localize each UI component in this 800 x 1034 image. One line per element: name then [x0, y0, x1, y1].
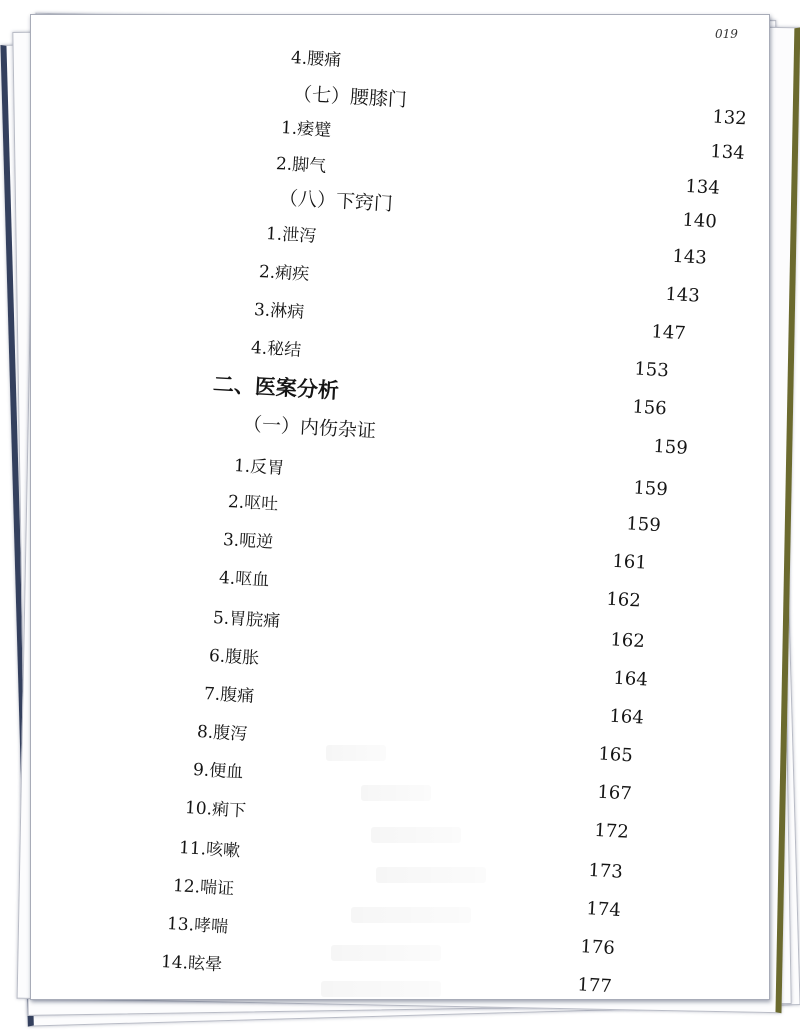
toc-entry-title: 14.眩晕 [160, 952, 223, 976]
toc-entry-page: 174 [585, 898, 622, 922]
toc-entry-title: 2.脚气 [275, 154, 327, 177]
toc-entry-title: 9.便血 [192, 760, 244, 783]
toc-entry-title: （一）内伤杂证 [242, 413, 377, 443]
toc-entry-title: 4.呕血 [218, 568, 270, 591]
toc-entry-title: 1.痿躄 [280, 118, 332, 141]
toc-entry-title: 3.呃逆 [222, 530, 274, 553]
toc-entry-page: 159 [632, 477, 669, 501]
toc-entry-page: 159 [652, 435, 689, 459]
toc-entry-page: 165 [597, 743, 634, 767]
toc-entry-page: 162 [605, 588, 642, 612]
toc-entry-title: 4.腰痛 [290, 48, 342, 71]
toc-entry-title: 二、医案分析 [212, 371, 340, 404]
toc-entry-title: 5.胃脘痛 [212, 608, 281, 632]
toc-entry-page: 147 [650, 321, 687, 345]
toc-entry-title: 8.腹泻 [196, 722, 248, 745]
toc-entry-page: 176 [579, 936, 616, 960]
toc-entry-title: 11.咳嗽 [178, 838, 241, 862]
toc-entry-page: 132 [711, 106, 748, 130]
toc-entry-page: 162 [609, 629, 646, 653]
toc-entry-title: 3.淋病 [253, 300, 305, 323]
toc-entry-page: 167 [596, 781, 633, 805]
toc-entry-page: 156 [631, 396, 668, 420]
toc-entry-page: 143 [671, 245, 708, 269]
toc-entry-title: 12.喘证 [172, 876, 235, 900]
toc-entry-title: 1.泄泻 [265, 224, 317, 247]
toc-entry-page: 173 [587, 859, 624, 883]
toc-entry-page: 172 [593, 819, 630, 843]
toc-entry-title: 2.呕吐 [227, 492, 279, 515]
toc-entry-page: 153 [633, 358, 670, 382]
toc-entry-page: 164 [608, 705, 645, 729]
toc-entry-page: 143 [664, 283, 701, 307]
toc-entry-title: （八）下窍门 [278, 187, 394, 216]
toc-entry-title: 6.腹胀 [208, 646, 260, 669]
toc-entry-title: 1.反胃 [233, 456, 285, 479]
toc-entry-title: 7.腹痛 [203, 684, 255, 707]
toc-entry-title: 2.痢疾 [258, 262, 310, 285]
toc-entry-page: 134 [684, 175, 721, 199]
toc-entry-page: 164 [612, 667, 649, 691]
toc-entry-page: 140 [681, 209, 718, 233]
toc-entry-title: 10.痢下 [184, 798, 247, 822]
toc-entry-page: 134 [709, 141, 746, 164]
toc-entry-page: 177 [576, 974, 613, 998]
book-page [30, 14, 770, 1000]
toc-entry-title: （七）腰膝门 [292, 83, 408, 112]
toc-entry-title: 13.哮喘 [166, 914, 229, 938]
toc-entry-title: 4.秘结 [250, 338, 302, 361]
toc-entry-page: 159 [625, 513, 662, 537]
toc-entry-page: 161 [611, 550, 648, 574]
page-number: 019 [715, 27, 738, 41]
